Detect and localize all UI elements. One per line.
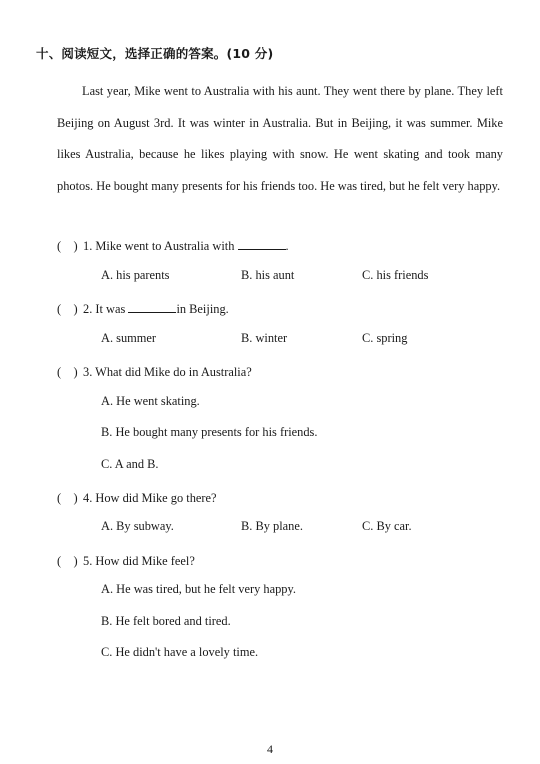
option-4b[interactable]: B. By plane. bbox=[241, 519, 303, 533]
answer-blank[interactable] bbox=[238, 238, 286, 250]
answer-paren[interactable]: ( ) bbox=[57, 491, 78, 505]
option-1a[interactable]: A. his parents bbox=[101, 268, 170, 282]
answer-paren[interactable]: ( ) bbox=[57, 302, 78, 316]
option-2a[interactable]: A. summer bbox=[101, 331, 157, 345]
question-stem: 2. It was bbox=[83, 302, 129, 316]
option-2c[interactable]: C. spring bbox=[362, 331, 408, 345]
question-stem: 5. How did Mike feel? bbox=[83, 554, 195, 568]
question-5 bbox=[57, 551, 195, 569]
answer-blank[interactable] bbox=[128, 301, 176, 313]
option-4c[interactable]: C. By car. bbox=[362, 519, 412, 533]
option-3b[interactable]: B. He bought many presents for his friends. bbox=[101, 425, 318, 439]
question-stem-end: in Beijing. bbox=[176, 302, 229, 316]
answer-paren[interactable]: ( ) bbox=[57, 365, 78, 379]
reading-passage: Last year, Mike went to Australia with his aunt. They went there by plane. They left Beijing on August 3rd. It was winter in Australia. But in Beijing, it was summer. Mike likes Australia, because he likes playing with snow. He went skating and took many photos. He bought many presents for his friends too. He was tired, but he felt very happy. bbox=[57, 84, 503, 193]
question-stem: 4. How did Mike go there? bbox=[83, 491, 217, 505]
section-heading: 十、阅读短文，选择正确的答案。(10 分) bbox=[36, 46, 274, 61]
question-2 bbox=[57, 299, 229, 317]
option-5b[interactable]: B. He felt bored and tired. bbox=[101, 614, 231, 628]
option-5c[interactable]: C. He didn't have a lovely time. bbox=[101, 645, 259, 659]
question-stem: 3. What did Mike do in Australia? bbox=[83, 365, 252, 379]
page-number: 4 bbox=[267, 742, 273, 756]
question-stem: 1. Mike went to Australia with bbox=[83, 239, 238, 253]
option-2b[interactable]: B. winter bbox=[241, 331, 288, 345]
option-3c[interactable]: C. A and B. bbox=[101, 457, 159, 471]
question-1 bbox=[57, 236, 289, 254]
answer-paren[interactable]: ( ) bbox=[57, 239, 78, 253]
option-5a[interactable]: A. He was tired, but he felt very happy. bbox=[101, 582, 296, 596]
question-3 bbox=[57, 362, 252, 380]
option-1b[interactable]: B. his aunt bbox=[241, 268, 295, 282]
option-4a[interactable]: A. By subway. bbox=[101, 519, 174, 533]
question-4 bbox=[57, 488, 217, 506]
question-stem-end: . bbox=[285, 239, 289, 253]
answer-paren[interactable]: ( ) bbox=[57, 554, 78, 568]
option-1c[interactable]: C. his friends bbox=[362, 268, 429, 282]
option-3a[interactable]: A. He went skating. bbox=[101, 394, 200, 408]
